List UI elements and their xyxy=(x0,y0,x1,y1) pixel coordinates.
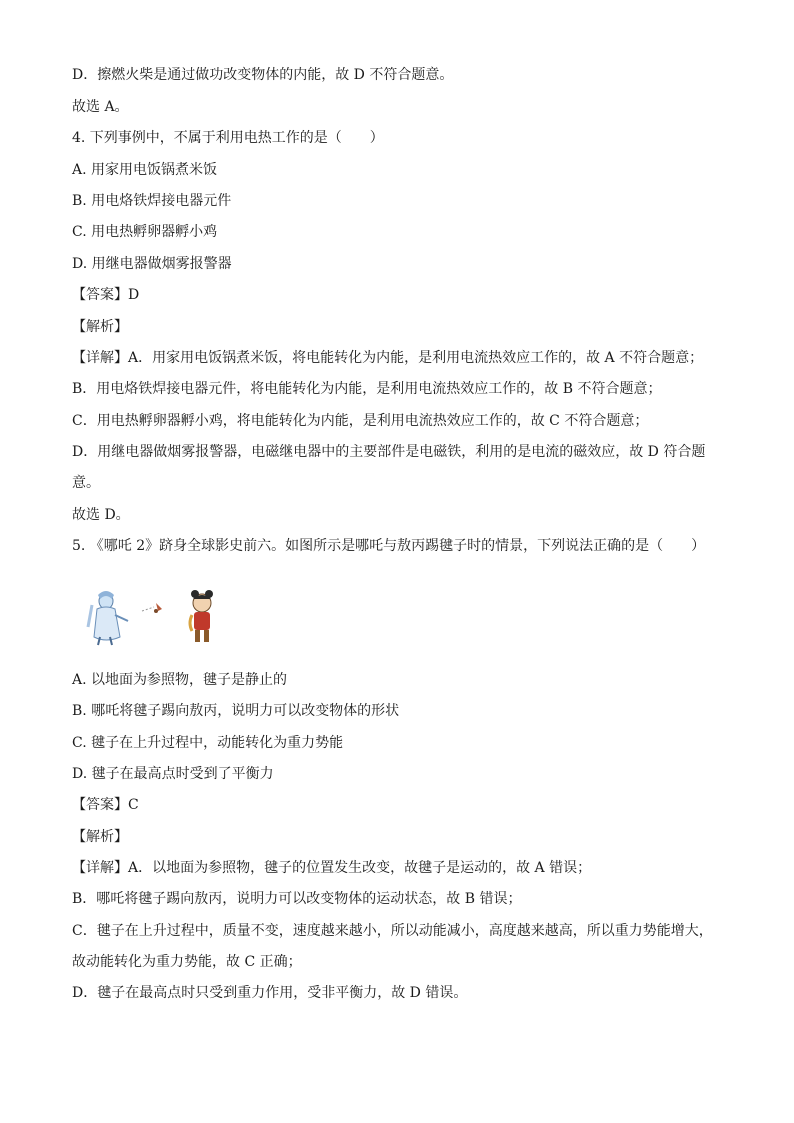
option-5b: B. 哪吒将毽子踢向敖丙，说明力可以改变物体的形状 xyxy=(72,703,400,719)
option-5d: D. 毽子在最高点时受到了平衡力 xyxy=(72,766,274,782)
option-4d: D. 用继电器做烟雾报警器 xyxy=(72,256,232,272)
explanation-line: B．用电烙铁焊接电器元件，将电能转化为内能，是利用电流热效应工作的，故 B 不符合题意； xyxy=(72,381,662,397)
analysis-5-heading: 【解析】 xyxy=(72,829,128,845)
explanation-line: 【详解】A．用家用电饭锅煮米饭，将电能转化为内能，是利用电流热效应工作的，故 A 不符合题意； xyxy=(72,350,704,366)
explanation-line: 故动能转化为重力势能，故 C 正确； xyxy=(72,954,302,970)
explanation-line: D．毽子在最高点时只受到重力作用，受非平衡力，故 D 错误。 xyxy=(72,985,468,1001)
answer-5: 【答案】C xyxy=(72,797,139,813)
question-5-stem: 5. 《哪吒 2》跻身全球影史前六。如图所示是哪吒与敖丙踢毽子时的情景，下列说法正确的是（ ） xyxy=(72,538,706,554)
explanation-line: C．用电热孵卵器孵小鸡，将电能转化为内能，是利用电流热效应工作的，故 C 不符合题意； xyxy=(72,413,649,429)
option-5a: A. 以地面为参照物，毽子是静止的 xyxy=(72,672,288,688)
explanation-line: 【详解】A．以地面为参照物，毽子的位置发生改变，故毽子是运动的，故 A 错误； xyxy=(72,860,592,876)
explanation-line: B．哪吒将毽子踢向敖丙，说明力可以改变物体的运动状态，故 B 错误； xyxy=(72,891,522,907)
option-4c: C. 用电热孵卵器孵小鸡 xyxy=(72,224,218,240)
selection-4: 故选 D。 xyxy=(72,507,130,523)
nezha-figure xyxy=(190,590,213,642)
text-line: D．擦燃火柴是通过做功改变物体的内能，故 D 不符合题意。 xyxy=(72,67,454,83)
option-5c: C. 毽子在上升过程中，动能转化为重力势能 xyxy=(72,735,344,751)
question-4-stem: 4. 下列事例中，不属于利用电热工作的是（ ） xyxy=(72,130,384,146)
answer-4: 【答案】D xyxy=(72,287,140,303)
shuttlecock xyxy=(142,603,162,613)
explanation-line: C．毽子在上升过程中，质量不变，速度越来越小，所以动能减小，高度越来越高，所以重力势能增大， xyxy=(72,923,713,939)
option-4a: A. 用家用电饭锅煮米饭 xyxy=(72,162,218,178)
nezha-aobing-illustration xyxy=(84,587,224,647)
explanation-line: 意。 xyxy=(72,475,100,491)
option-4b: B. 用电烙铁焊接电器元件 xyxy=(72,193,232,209)
explanation-line: D．用继电器做烟雾报警器，电磁继电器中的主要部件是电磁铁，利用的是电流的磁效应，故 D 符合题 xyxy=(72,444,706,460)
analysis-4-heading: 【解析】 xyxy=(72,319,128,335)
aobing-figure xyxy=(88,591,128,645)
text-line: 故选 A。 xyxy=(72,99,129,115)
